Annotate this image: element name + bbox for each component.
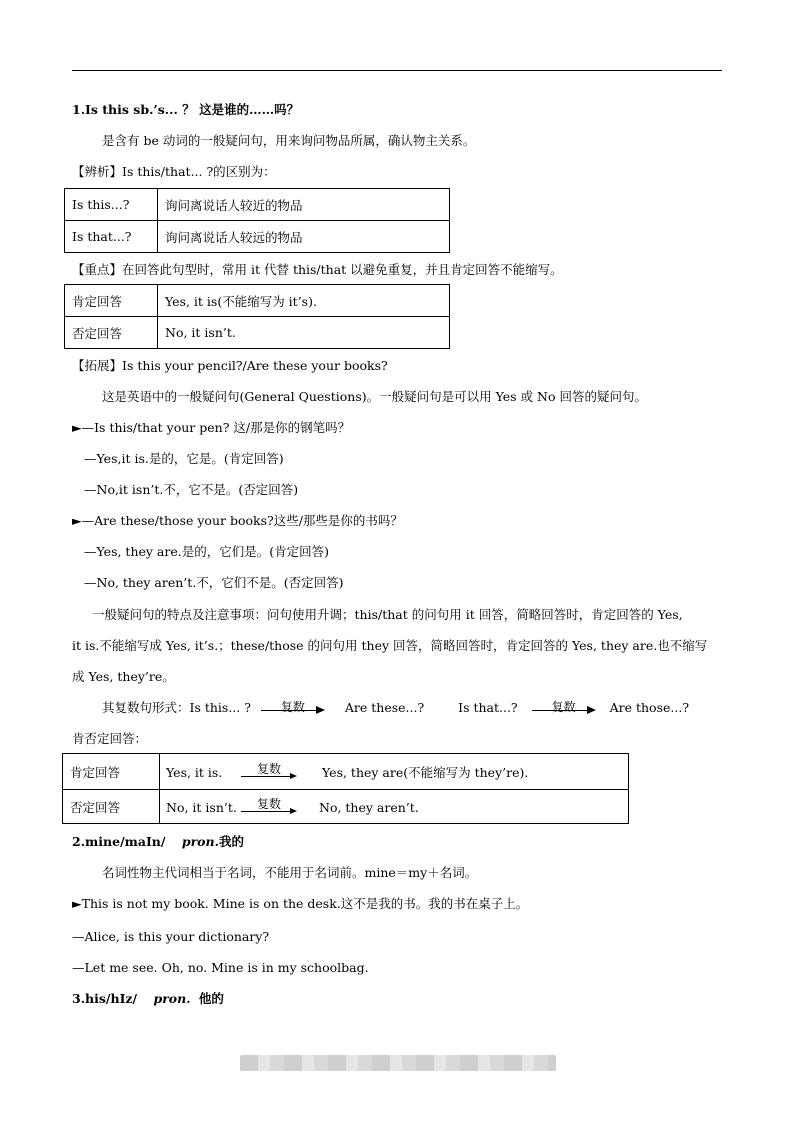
example-answer: —Yes, they are.是的，它们是。(肯定回答)	[84, 544, 329, 559]
table-cell: No, it isn’t.	[158, 317, 450, 349]
example-answer: —No,it isn’t.不，它不是。(否定回答)	[84, 482, 299, 497]
notes-line: it is.不能缩写成 Yes, it’s.；these/those 的问句用 they 回答，简略回答时，肯定回答的 Yes, they are.也不缩写	[72, 638, 708, 653]
arrow-label: 复数	[551, 699, 576, 714]
plural-answer-table	[62, 753, 629, 824]
table-cell: 肯定回答	[63, 754, 160, 790]
notes-line: 成 Yes, they’re。	[72, 669, 175, 684]
heading-word: 3.his/hIz/	[72, 991, 138, 1006]
table-row	[65, 317, 450, 349]
heading-meaning: 他的	[198, 991, 224, 1006]
example-sentence: ►This is not my book. Mine is on the desk.这不是我的书。我的书在桌子上。	[72, 896, 529, 911]
plural-forms	[102, 700, 689, 717]
table-row	[65, 189, 450, 221]
table-cell: Yes, it is(不能缩写为 it’s).	[158, 285, 450, 317]
heading-pos: pron.	[181, 834, 219, 849]
table-row	[63, 754, 629, 790]
bianxi-note: 【辨析】Is this/that... ?的区别为：	[72, 164, 276, 179]
example-dialogue-line: —Alice, is this your dictionary?	[72, 929, 270, 944]
table-cell: Is this...?	[65, 189, 158, 221]
arrow-label: 复数	[280, 699, 305, 714]
table-cell	[160, 754, 629, 790]
answer-to: No, they aren’t.	[319, 800, 419, 815]
section-3-heading	[72, 991, 224, 1006]
answer-to: Yes, they are(不能缩写为 they’re).	[322, 765, 529, 780]
example-question: ►—Are these/those your books?这些/那些是你的书吗？	[72, 513, 403, 528]
heading-word: 2.mine/maIn/	[72, 834, 166, 849]
plural-that: Is that...?	[458, 700, 518, 715]
arrow-icon	[261, 701, 325, 717]
heading-pos: pron.	[153, 991, 191, 1006]
table-row	[65, 221, 450, 253]
arrow-label: 复数	[256, 762, 281, 776]
plural-intro: 其复数句形式：Is this... ?	[102, 700, 251, 715]
section-1-description: 是含有 be 动词的一般疑问句，用来询问物品所属，确认物主关系。	[102, 133, 476, 148]
yesno-label: 肯否定回答：	[72, 731, 148, 746]
section-2-description: 名词性物主代词相当于名词，不能用于名词前。mine＝my＋名词。	[102, 865, 478, 880]
general-question-note: 这是英语中的一般疑问句(General Questions)。一般疑问句是可以用 Yes 或 No 回答的疑问句。	[102, 389, 647, 404]
example-answer: —No, they aren’t.不，它们不是。(否定回答)	[84, 575, 344, 590]
table-cell: Is that...?	[65, 221, 158, 253]
table-cell: 肯定回答	[65, 285, 158, 317]
answer-from: Yes, it is.	[166, 765, 223, 780]
section-1-heading: 1.Is this sb.’s... ？ 这是谁的……吗？	[72, 102, 300, 117]
arrow-label: 复数	[256, 797, 281, 811]
table-cell	[160, 790, 629, 824]
answer-table	[64, 284, 450, 349]
this-that-table	[64, 188, 450, 253]
plural-those: Are those...?	[609, 700, 690, 715]
heading-meaning: 我的	[218, 834, 244, 849]
table-row	[65, 285, 450, 317]
arrow-icon	[532, 701, 596, 717]
example-answer: —Yes,it is.是的，它是。(肯定回答)	[84, 451, 284, 466]
arrow-icon	[241, 760, 297, 780]
table-cell: 否定回答	[63, 790, 160, 824]
table-cell: 否定回答	[65, 317, 158, 349]
table-cell: 询问离说话人较远的物品	[158, 221, 450, 253]
header-rule	[72, 70, 722, 71]
table-cell: 询问离说话人较近的物品	[158, 189, 450, 221]
arrow-icon	[241, 795, 297, 815]
zhongdian-note: 【重点】在回答此句型时，常用 it 代替 this/that 以避免重复，并且肯定回答不能缩写。	[72, 262, 563, 277]
notes-line: 一般疑问句的特点及注意事项：问句使用升调；this/that 的问句用 it 回答，简略回答时，肯定回答的 Yes,	[92, 607, 683, 622]
example-question: ►—Is this/that your pen? 这/那是你的钢笔吗？	[72, 420, 351, 435]
section-2-heading	[72, 834, 244, 849]
blurred-footer	[240, 1055, 556, 1071]
answer-from: No, it isn’t.	[166, 800, 237, 815]
example-dialogue-line: —Let me see. Oh, no. Mine is in my schoolbag.	[72, 960, 369, 975]
plural-these: Are these...?	[344, 700, 425, 715]
tuozhan-note: 【拓展】Is this your pencil?/Are these your books?	[72, 358, 388, 373]
table-row	[63, 790, 629, 824]
